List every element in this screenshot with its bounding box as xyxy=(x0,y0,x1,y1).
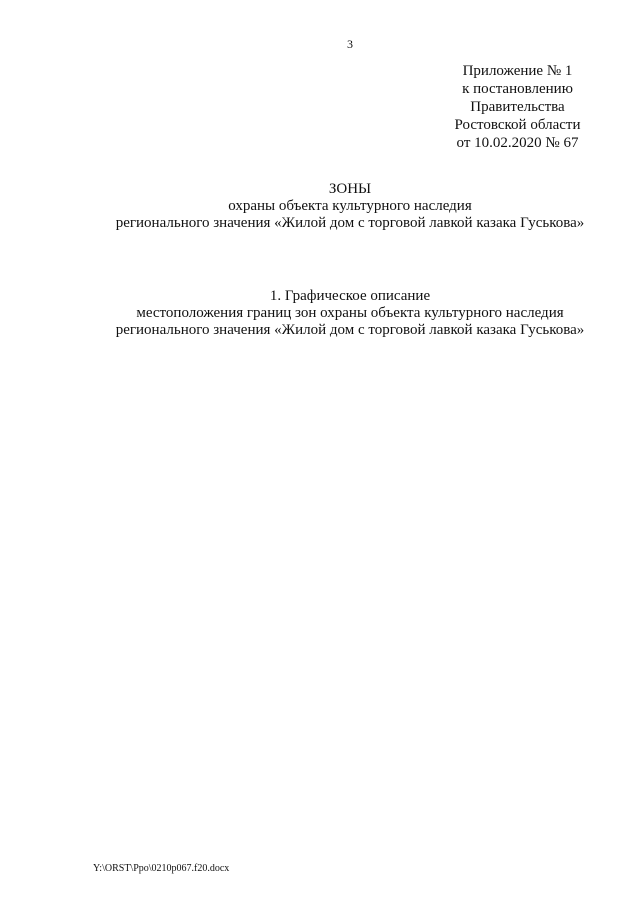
section-1-block xyxy=(0,288,640,339)
appendix-region: Ростовской области xyxy=(454,117,581,133)
appendix-header xyxy=(430,62,605,152)
zones-title-block xyxy=(0,181,640,232)
appendix-title: Приложение № 1 xyxy=(462,63,573,79)
zones-subtitle-line-2: регионального значения «Жилой дом с торговой лавкой казака Гуськова» xyxy=(115,215,585,231)
page-number: 3 xyxy=(347,37,353,51)
section-1-heading: 1. Графическое описание xyxy=(269,288,431,304)
appendix-date-number: от 10.02.2020 № 67 xyxy=(456,135,579,151)
appendix-resolution-ref: к постановлению xyxy=(462,81,573,97)
section-1-line-1: местоположения границ зон охраны объекта культурного наследия xyxy=(136,305,564,321)
zones-heading: ЗОНЫ xyxy=(328,181,372,197)
appendix-government: Правительства xyxy=(470,99,565,115)
footer-file-path: Y:\ORST\Ppo\0210p067.f20.docx xyxy=(93,863,230,874)
section-1-line-2: регионального значения «Жилой дом с торговой лавкой казака Гуськова» xyxy=(115,322,585,338)
zones-subtitle-line-1: охраны объекта культурного наследия xyxy=(228,198,472,214)
